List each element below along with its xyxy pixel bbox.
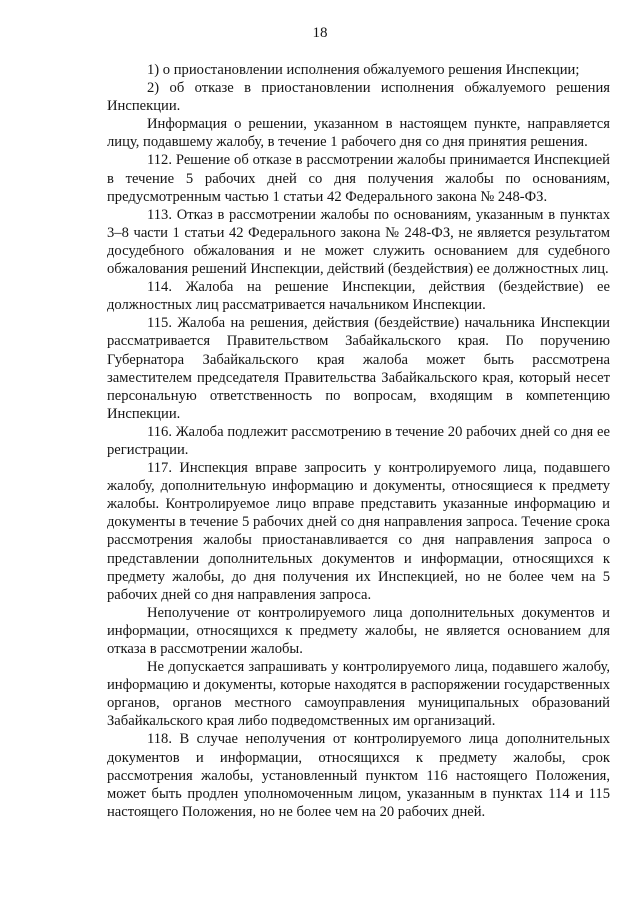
paragraph-112: 112. Решение об отказе в рассмотрении жалобы принимается Инспекцией в течение 5 рабочих дней со дня получения жалобы по основаниям, предусмотренным частью 1 статьи 42 Федерального закона № 248-ФЗ. — [107, 152, 610, 205]
paragraph-item-2: 2) об отказе в приостановлении исполнения обжалуемого решения Инспекции. — [107, 80, 610, 115]
paragraph-117-not-allowed: Не допускается запрашивать у контролируемого лица, подавшего жалобу, информацию и документы, которые находятся в распоряжении государственных органов, органов местного самоуправления муниципальных образований Забайкальского края либо подведомственных им организаций. — [107, 659, 610, 730]
paragraph-115: 115. Жалоба на решения, действия (бездействие) начальника Инспекции рассматривается Правительством Забайкальского края. По поручению Губернатора Забайкальского края жалоба может быть рассмотрена заместителем председателя Правительства Забайкальского края, который несет персональную ответственность по вопросам, входящим в компетенцию Инспекции. — [107, 315, 610, 422]
paragraph-117: 117. Инспекция вправе запросить у контролируемого лица, подавшего жалобу, дополнительную информацию и документы, относящиеся к предмету жалобы. Контролируемое лицо вправе представить указанные информацию и документы в течение 5 рабочих дней со дня направления запроса. Течение срока рассмотрения жалобы приостанавливается со дня направления запроса о представлении дополнительных документов и информации, относящихся к предмету жалобы, до дня получения их Инспекцией, но не более чем на 5 рабочих дней со дня направления запроса. — [107, 460, 610, 603]
paragraph-117-non-receipt: Неполучение от контролируемого лица дополнительных документов и информации, относящихся к предмету жалобы, не является основанием для отказа в рассмотрении жалобы. — [107, 604, 610, 657]
document-body — [107, 61, 610, 821]
paragraph-114: 114. Жалоба на решение Инспекции, действия (бездействие) ее должностных лиц рассматривается начальником Инспекции. — [107, 279, 610, 314]
page-number: 18 — [312, 25, 328, 41]
paragraph-notification: Информация о решении, указанном в настоящем пункте, направляется лицу, подавшему жалобу, в течение 1 рабочего дня со дня принятия решения. — [107, 116, 610, 151]
paragraph-118: 118. В случае неполучения от контролируемого лица дополнительных документов и информации, относящихся к предмету жалобы, срок рассмотрения жалобы, установленный пунктом 116 настоящего Положения, может быть продлен уполномоченным лицом, указанным в пунктах 114 и 115 настоящего Положения, но не более чем на 20 рабочих дней. — [107, 731, 610, 820]
paragraph-113: 113. Отказ в рассмотрении жалобы по основаниям, указанным в пунктах 3–8 части 1 статьи 42 Федерального закона № 248-ФЗ, не является результатом досудебного обжалования и не может служить основанием для судебного обжалования решений Инспекции, действий (бездействия) ее должностных лиц. — [107, 206, 610, 278]
paragraph-116: 116. Жалоба подлежит рассмотрению в течение 20 рабочих дней со дня ее регистрации. — [107, 423, 610, 458]
paragraph-item-1: 1) о приостановлении исполнения обжалуемого решения Инспекции; — [147, 62, 580, 78]
